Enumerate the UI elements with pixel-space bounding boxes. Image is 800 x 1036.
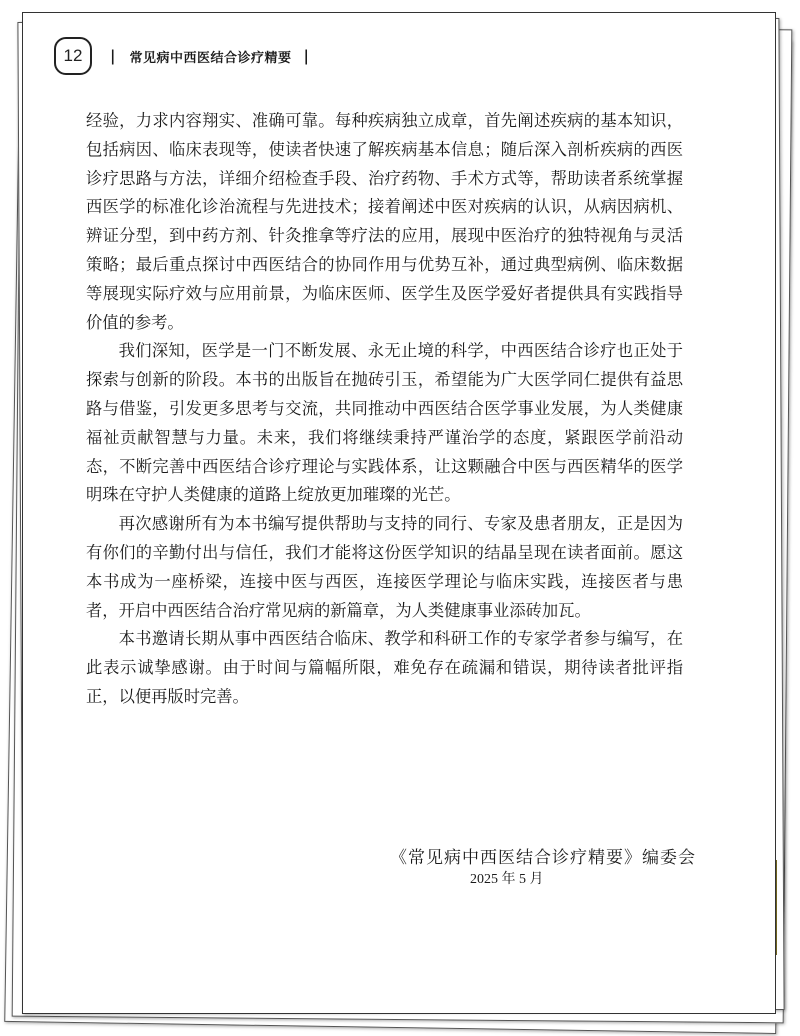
header-divider: | (303, 47, 309, 65)
preface-body (86, 107, 683, 712)
page-number-badge: 12 (54, 37, 92, 75)
signature-date: 2025 年 5 月 (470, 872, 544, 887)
running-header-title: 常见病中西医结合诊疗精要 (129, 50, 292, 66)
paragraph: 经验，力求内容翔实、准确可靠。每种疾病独立成章，首先阐述疾病的基本知识，包括病因、临床表现等，使读者快速了解疾病基本信息；随后深入剖析疾病的西医诊疗思路与方法，详细介绍检查手段、治疗药物、手术方式等，帮助读者系统掌握西医学的标准化诊治流程与先进技术；接着阐述中医对疾病的认识，从病因病机、辨证分型，到中药方剂、针灸推拿等疗法的应用，展现中医治疗的独特视角与灵活策略；最后重点探讨中西医结合的协同作用与优势互补，通过典型病例、临床数据等展现实际疗效与应用前景，为临床医师、医学生及医学爱好者提供具有实践指导价值的参考。 (86, 111, 683, 332)
paragraph: 本书邀请长期从事中西医结合临床、教学和科研工作的专家学者参与编写，在此表示诚挚感谢。由于时间与篇幅所限，难免存在疏漏和错误，期待读者批评指正，以便再版时完善。 (86, 629, 683, 706)
paragraph: 再次感谢所有为本书编写提供帮助与支持的同行、专家及患者朋友，正是因为有你们的辛勤付出与信任，我们才能将这份医学知识的结晶呈现在读者面前。愿这本书成为一座桥梁，连接中医与西医，连接医学理论与临床实践，连接医者与患者，开启中西医结合治疗常见病的新篇章，为人类健康事业添砖加瓦。 (86, 514, 683, 620)
paragraph: 我们深知，医学是一门不断发展、永无止境的科学，中西医结合诊疗也正处于探索与创新的阶段。本书的出版旨在抛砖引玉，希望能为广大医学同仁提供有益思路与借鉴，引发更多思考与交流，共同推动中西医结合医学事业发展，为人类健康福祉贡献智慧与力量。未来，我们将继续秉持严谨治学的态度，紧跟医学前沿动态，不断完善中西医结合诊疗理论与实践体系，让这颗融合中医与西医精华的医学明珠在守护人类健康的道路上绽放更加璀璨的光芒。 (86, 341, 683, 505)
editorial-committee-signature: 《常见病中西医结合诊疗精要》编委会 (390, 848, 696, 868)
page-header (54, 36, 309, 76)
header-divider: | (110, 47, 116, 65)
